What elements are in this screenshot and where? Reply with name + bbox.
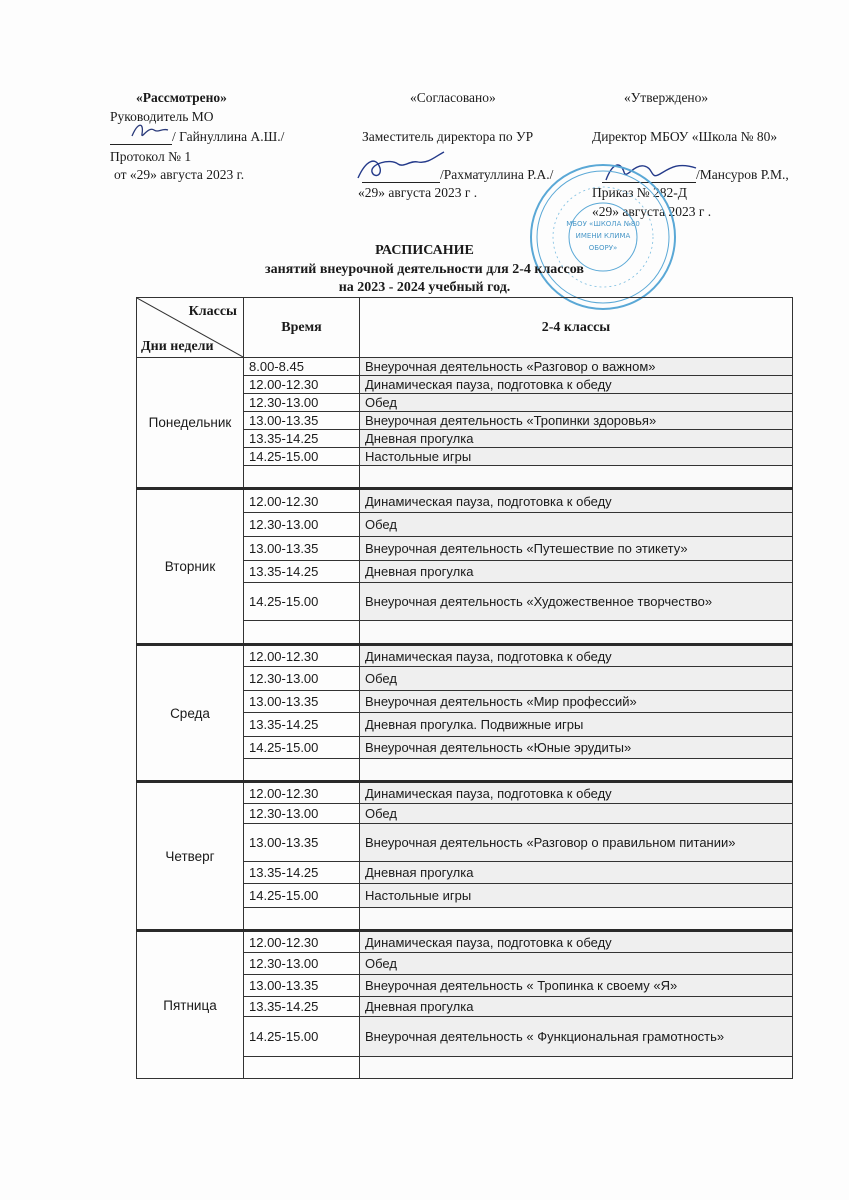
activity-cell: Обед	[360, 667, 793, 691]
time-cell: 13.35-14.25	[244, 997, 360, 1017]
approved-label: «Утверждено»	[624, 90, 709, 105]
time-cell: 14.25-15.00	[244, 583, 360, 621]
svg-text:ОБОРУ»: ОБОРУ»	[588, 244, 618, 252]
reviewed-label: «Рассмотрено»	[136, 90, 227, 105]
activity-cell: Внеурочная деятельность « Тропинка к своему «Я»	[360, 975, 793, 997]
activity-cell: Обед	[360, 953, 793, 975]
activity-cell: Внеурочная деятельность «Разговор о важном»	[360, 358, 793, 376]
time-cell: 12.00-12.30	[244, 931, 360, 953]
activity-cell: Обед	[360, 513, 793, 537]
day-cell: Пятница	[137, 931, 244, 1079]
time-cell: 13.00-13.35	[244, 975, 360, 997]
table-row	[137, 489, 793, 513]
time-cell: 12.30-13.00	[244, 394, 360, 412]
time-cell: 12.00-12.30	[244, 489, 360, 513]
activity-cell: Внеурочная деятельность « Функциональная грамотность»	[360, 1017, 793, 1057]
activity-cell	[360, 621, 793, 645]
time-cell: 12.00-12.30	[244, 782, 360, 804]
agreed-signature-icon	[352, 148, 448, 188]
activity-cell: Внеурочная деятельность «Юные эрудиты»	[360, 737, 793, 759]
header-corner-cell	[137, 298, 244, 358]
time-cell: 13.00-13.35	[244, 537, 360, 561]
time-cell	[244, 759, 360, 782]
schedule-subtitle: занятий внеурочной деятельности для 2-4 классов	[265, 262, 584, 277]
day-cell: Среда	[137, 645, 244, 782]
time-cell: 12.30-13.00	[244, 667, 360, 691]
activity-cell: Внеурочная деятельность «Тропинки здоровья»	[360, 412, 793, 430]
table-row	[137, 931, 793, 953]
table-row	[137, 645, 793, 667]
time-cell: 14.25-15.00	[244, 737, 360, 759]
time-cell	[244, 466, 360, 489]
day-cell: Понедельник	[137, 358, 244, 489]
reviewed-date: от «29» августа 2023 г.	[114, 167, 245, 182]
activity-cell: Динамическая пауза, подготовка к обеду	[360, 782, 793, 804]
svg-text:МБОУ «ШКОЛА №80: МБОУ «ШКОЛА №80	[566, 220, 640, 228]
time-cell: 13.35-14.25	[244, 430, 360, 448]
time-cell: 12.00-12.30	[244, 645, 360, 667]
day-cell: Четверг	[137, 782, 244, 931]
reviewed-signature-line: / Гайнуллина А.Ш./	[172, 129, 285, 144]
time-cell	[244, 621, 360, 645]
time-cell: 14.25-15.00	[244, 448, 360, 466]
time-cell: 12.30-13.00	[244, 953, 360, 975]
approved-role: Директор МБОУ «Школа № 80»	[592, 129, 778, 144]
activity-cell: Настольные игры	[360, 448, 793, 466]
time-cell: 13.00-13.35	[244, 691, 360, 713]
agreed-label: «Согласовано»	[410, 90, 496, 105]
time-cell: 14.25-15.00	[244, 884, 360, 908]
activity-cell: Внеурочная деятельность «Мир профессий»	[360, 691, 793, 713]
agreed-date: «29» августа 2023 г .	[358, 185, 478, 200]
activity-cell: Внеурочная деятельность «Художественное творчество»	[360, 583, 793, 621]
header-days: Дни недели	[141, 339, 214, 354]
activity-cell: Дневная прогулка	[360, 430, 793, 448]
schedule-table	[136, 297, 793, 1079]
reviewed-signature-icon	[128, 118, 172, 144]
activity-cell: Динамическая пауза, подготовка к обеду	[360, 489, 793, 513]
schedule-title: РАСПИСАНИЕ	[375, 243, 474, 258]
table-row	[137, 358, 793, 376]
activity-cell: Дневная прогулка	[360, 561, 793, 583]
schedule-body	[137, 358, 793, 1079]
svg-text:ИМЕНИ КЛИМА: ИМЕНИ КЛИМА	[575, 232, 631, 240]
time-cell	[244, 908, 360, 931]
activity-cell: Динамическая пауза, подготовка к обеду	[360, 645, 793, 667]
activity-cell	[360, 759, 793, 782]
activity-cell	[360, 1057, 793, 1079]
reviewed-role: Руководитель МО	[110, 109, 214, 124]
time-cell: 13.35-14.25	[244, 713, 360, 737]
activity-cell: Дневная прогулка	[360, 862, 793, 884]
agreed-role: Заместитель директора по УР	[362, 129, 534, 144]
activity-cell: Внеурочная деятельность «Разговор о правильном питании»	[360, 824, 793, 862]
time-cell	[244, 1057, 360, 1079]
reviewed-signature-underline	[110, 144, 172, 145]
activity-cell: Дневная прогулка. Подвижные игры	[360, 713, 793, 737]
approved-signature-line: /Мансуров Р.М.,	[696, 167, 789, 182]
activity-cell: Динамическая пауза, подготовка к обеду	[360, 376, 793, 394]
time-cell: 13.35-14.25	[244, 862, 360, 884]
time-cell: 12.30-13.00	[244, 804, 360, 824]
approved-date: «29» августа 2023 г .	[592, 204, 712, 219]
time-cell: 13.35-14.25	[244, 561, 360, 583]
activity-cell: Динамическая пауза, подготовка к обеду	[360, 931, 793, 953]
time-cell: 14.25-15.00	[244, 1017, 360, 1057]
schedule-year: на 2023 - 2024 учебный год.	[338, 280, 511, 295]
table-row	[137, 782, 793, 804]
time-cell: 12.00-12.30	[244, 376, 360, 394]
activity-cell: Настольные игры	[360, 884, 793, 908]
day-cell: Вторник	[137, 489, 244, 645]
header-time: Время	[244, 298, 360, 358]
time-cell: 12.30-13.00	[244, 513, 360, 537]
activity-cell: Обед	[360, 804, 793, 824]
time-cell: 8.00-8.45	[244, 358, 360, 376]
reviewed-protocol: Протокол № 1	[110, 149, 192, 164]
activity-cell	[360, 466, 793, 489]
activity-cell: Дневная прогулка	[360, 997, 793, 1017]
time-cell: 13.00-13.35	[244, 824, 360, 862]
approved-order: Приказ № 282-Д	[592, 185, 687, 200]
agreed-signature-line: /Рахматуллина Р.А./	[440, 167, 554, 182]
header-classes: Классы	[188, 304, 237, 319]
header-grades: 2-4 классы	[360, 298, 793, 358]
activity-cell	[360, 908, 793, 931]
activity-cell: Внеурочная деятельность «Путешествие по этикету»	[360, 537, 793, 561]
time-cell: 13.00-13.35	[244, 412, 360, 430]
activity-cell: Обед	[360, 394, 793, 412]
